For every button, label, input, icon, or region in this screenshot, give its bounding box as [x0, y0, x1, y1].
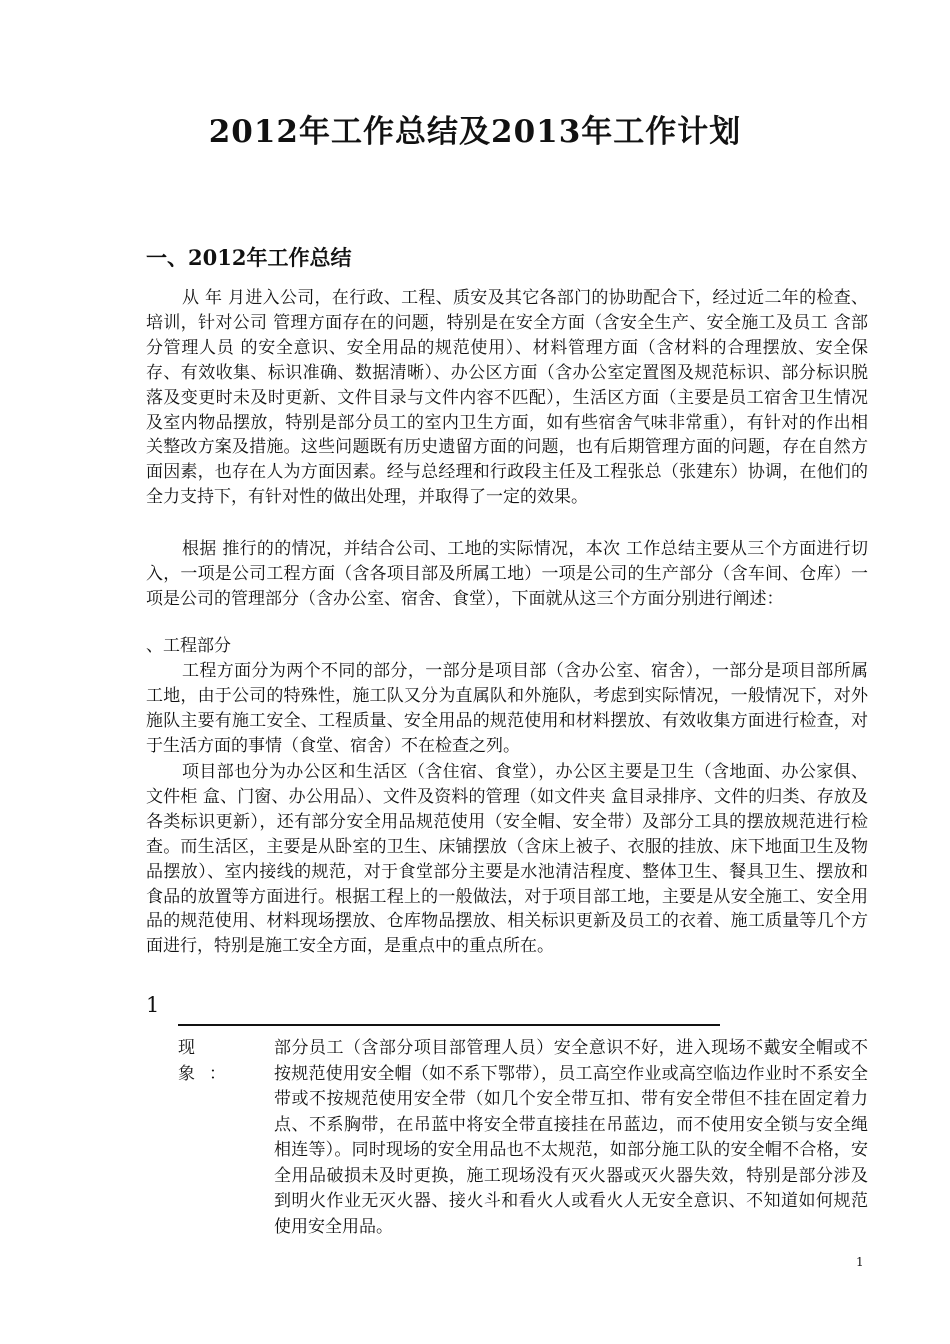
document-title: 2012年工作总结及2013年工作计划	[208, 114, 742, 150]
paragraph-intro: 从 年 月进入公司，在行政、工程、质安及其它各部门的协助配合下，经过近二年的检查、培训，针对公司 管理方面存在的问题，特别是在安全方面（含安全生产、安全施工及员工 含部分管理人员 的安全意识、安全用品的规范使用）、材料管理方面（含材料的合理摆放、安全保存、有效收集、标识准确、数据清晰）、办公区方面（含办公室定置图及规范标识、部分标识脱落及变更时未及时更新、文件目录与文件内容不匹配），生活区方面（主要是员工宿舍卫生情况及室内物品摆放，特别是部分员工的室内卫生方面，如有些宿舍气味非常重），有针对的作出相关整改方案及措施。这些问题既有历史遗留方面的问题，也有后期管理方面的问题，存在自然方面因素，也存在人为方面因素。经与总经理和行政段主任及工程张总（张建东）协调，在他们的全力支持下，有针对性的做出处理，并取得了一定的效果。	[146, 288, 868, 508]
footer-page-number: 1	[856, 1255, 864, 1269]
page-marker: 1	[146, 993, 160, 1017]
footnote-text: 部分员工（含部分项目部管理人员）安全意识不好，进入现场不戴安全帽或不按规范使用安全帽（如不系下鄂带），员工高空作业或高空临边作业时不系安全带或不按规范使用安全带（如几个安全带互扣、带有安全带但不挂在固定着力点、不系胸带，在吊蓝中将安全带直接挂在吊蓝边，而不使用安全锁与安全绳相连等）。同时现场的安全用品也不太规范，如部分施工队的安全帽不合格，安全用品破损未及时更换，施工现场没有灭火器或灭火器失效，特别是部分涉及到明火作业无灭火器、接火斗和看火人或看火人无安全意识、不知道如何规范使用安全用品。	[274, 1038, 868, 1237]
sub-heading-engineering: 、工程部分	[146, 636, 231, 656]
footnote-divider	[178, 1024, 720, 1026]
paragraph-project-department: 项目部也分为办公区和生活区（含住宿、食堂），办公区主要是卫生（含地面、办公家俱、文件柜 盒、门窗、办公用品）、文件及资料的管理（如文件夹 盒目录排序、文件的归类、存放及各类标识更新），还有部分安全用品规范使用（安全帽、安全带）及部分工具的摆放规范进行检查。而生活区，主要是从卧室的卫生、床铺摆放（含床上被子、衣服的挂放、床下地面卫生及物品摆放）、室内接线的规范，对于食堂部分主要是水池清洁程度、整体卫生、餐具卫生、摆放和食品的放置等方面进行。根据工程上的一般做法，对于项目部工地，主要是从安全施工、安全用品的规范使用、材料现场摆放、仓库物品摆放、相关标识更新及员工的衣着、施工质量等几个方面进行，特别是施工安全方面，是重点中的重点所在。	[146, 762, 868, 957]
paragraph-scope: 根据 推行的的情况，并结合公司、工地的实际情况，本次 工作总结主要从三个方面进行切入，一项是公司工程方面（含各项目部及所属工地）一项是公司的生产部分（含车间、仓库）一项是公司的管理部分（含办公室、宿舍、食堂），下面就从这三个方面分别进行阐述：	[146, 539, 868, 609]
paragraph-engineering: 工程方面分为两个不同的部分，一部分是项目部（含办公室、宿舍），一部分是项目部所属工地，由于公司的特殊性，施工队又分为直属队和外施队，考虑到实际情况，一般情况下，对外施队主要有施工安全、工程质量、安全用品的规范使用和材料摆放、有效收集方面进行检查，对于生活方面的事情（食堂、宿舍）不在检查之列。	[146, 661, 868, 756]
section-heading: 一、2012年工作总结	[146, 245, 352, 270]
footnote-label: 现 象：	[178, 1038, 240, 1084]
